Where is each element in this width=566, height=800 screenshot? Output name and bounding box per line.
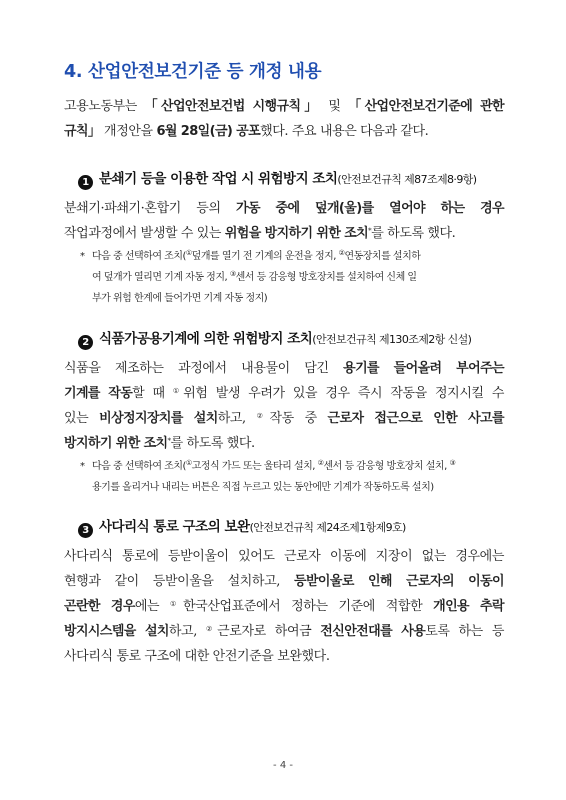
text-run: 다음 중 선택하여 조치(	[92, 461, 186, 472]
text-run: 용기를 올리거나 내리는 버튼은 직접 누르고 있는 동안에만 기계가 작동하도록 설치)	[92, 482, 434, 493]
text-run: ②	[317, 459, 324, 467]
text-run: 근로자로 하여금	[217, 624, 321, 639]
text-run: ②	[256, 412, 270, 420]
text-run: 곤란한 경우	[64, 599, 135, 614]
text-line	[64, 594, 504, 619]
circled-number-2-icon: 2	[78, 335, 93, 350]
text-run: 하고,	[217, 411, 257, 426]
text-run: 에는	[134, 599, 171, 614]
text-run: ①	[172, 387, 184, 395]
text-run: 한국산업표준에서 정하는 기준에 적합한	[183, 599, 434, 614]
text-run: 있는	[64, 411, 100, 426]
circled-number-1-icon: 1	[78, 175, 93, 190]
text-run: 했다. 주요 내용은 다음과 같다.	[260, 124, 429, 139]
page-number: - 4 -	[273, 760, 293, 771]
text-line	[64, 406, 504, 431]
text-run: 6월 28일(금) 공포	[156, 124, 261, 139]
text-run: ①	[185, 459, 192, 467]
text-run: 규칙」	[64, 124, 101, 139]
text-run: ②	[205, 625, 218, 633]
heading-3: 3 사다리식 통로 구조의 보완(안전보건규칙 제24조제1항제9호)	[78, 515, 406, 538]
text-line	[64, 94, 504, 119]
text-run: 센서 등 감응형 방호장치를 설치하여 신체 일	[235, 272, 417, 283]
text-run: 사다리식 통로에 등받이울이 있어도 근로자 이동에 지장이 없는 경우에는	[64, 549, 504, 564]
text-run: 기계를 작동	[64, 386, 133, 401]
text-run: 용기를 들어올려 부어주는	[343, 361, 504, 376]
text-run: 방지하기 위한 조치	[64, 436, 168, 451]
note-line	[80, 267, 506, 288]
text-run: 「산업안전보건법 시행규칙」	[144, 99, 321, 114]
text-line	[64, 431, 504, 456]
text-run: 가동 중에 덮개(울)를 열어야 하는 경우	[236, 201, 504, 216]
text-run: 개인용 추락	[433, 599, 504, 614]
text-run: 작동 중	[269, 411, 328, 426]
note-line	[80, 477, 506, 498]
text-line	[64, 544, 504, 569]
heading-1: 1 분쇄기 등을 이용한 작업 시 위험방지 조치(안전보건규칙 제87조제8·9항)	[78, 167, 476, 190]
text-line	[64, 196, 504, 221]
text-run: 덮개를 열기 전 기계의 운전을 정지,	[191, 251, 339, 262]
text-run: 하고,	[168, 624, 206, 639]
text-run: *	[368, 227, 372, 235]
text-run: *	[167, 437, 171, 445]
text-line	[64, 381, 504, 406]
text-run: 토록 하는 등	[425, 624, 505, 639]
text-run: 작업과정에서 발생할 수 있는	[64, 226, 225, 241]
section-1-body	[64, 196, 504, 246]
text-line	[64, 356, 504, 381]
text-run: 위험 발생 우려가 있을 경우 즉시 작동을 정지시킬 수	[183, 386, 504, 401]
heading-2: 2 식품가공용기계에 의한 위험방지 조치(안전보건규칙 제130조제2항 신설)	[78, 327, 471, 350]
text-run: 위험을 방지하기 위한 조치	[224, 226, 369, 241]
text-run: 근로자 접근으로 인한 사고를	[327, 411, 504, 426]
text-run: 개정안을	[100, 124, 157, 139]
text-run: ③	[229, 270, 236, 278]
note-line	[80, 456, 506, 477]
text-run: ①	[185, 249, 192, 257]
text-run: 를 하도록 했다.	[170, 436, 255, 451]
section-title: 4. 산업안전보건기준 등 개정 내용	[64, 62, 322, 82]
text-run: ①	[170, 600, 184, 608]
text-line	[64, 221, 504, 246]
text-run: 다음 중 선택하여 조치(	[92, 251, 186, 262]
text-run: ②	[338, 249, 345, 257]
asterisk-icon: *	[80, 461, 85, 472]
text-run: 비상정지장치를 설치	[99, 411, 218, 426]
intro-paragraph	[64, 94, 504, 144]
section-3-body	[64, 544, 504, 669]
section-2-note	[80, 456, 506, 498]
section-1-note	[80, 246, 506, 309]
text-run: 등받이울로 인해 근로자의 이동이	[293, 574, 504, 589]
text-run: 식품을 제조하는 과정에서 내용물이 담긴	[64, 361, 344, 376]
text-run: 방지시스템을 설치	[64, 624, 169, 639]
text-line	[64, 644, 504, 669]
text-run: 현행과 같이 등받이울을 설치하고,	[64, 574, 294, 589]
text-run: 센서 등 감응형 방호장치 설치,	[323, 461, 450, 472]
text-run: 할 때	[132, 386, 173, 401]
text-run: 고정식 가드 또는 울타리 설치,	[191, 461, 318, 472]
text-run: 및	[320, 99, 349, 114]
text-run: 전신안전대를 사용	[320, 624, 426, 639]
note-line	[80, 288, 506, 309]
asterisk-icon: *	[80, 251, 85, 262]
circled-number-3-icon: 3	[78, 523, 93, 538]
text-run: 사다리식 통로 구조에 대한 안전기준을 보완했다.	[64, 649, 330, 664]
text-line	[64, 619, 504, 644]
note-line	[80, 246, 506, 267]
text-line	[64, 569, 504, 594]
text-run: 「산업안전보건기준에 관한	[348, 99, 505, 114]
text-line	[64, 119, 504, 144]
text-run: 고용노동부는	[64, 99, 145, 114]
text-run: 여 덮개가 열리면 기계 자동 정지,	[92, 272, 230, 283]
text-run: 부가 위험 한계에 들어가면 기계 자동 정지)	[92, 293, 268, 304]
text-run: 분쇄기·파쇄기·혼합기 등의	[64, 201, 236, 216]
text-run: 연동장치를 설치하	[344, 251, 421, 262]
text-run: 를 하도록 했다.	[371, 226, 456, 241]
text-run: ③	[449, 459, 456, 467]
section-2-body	[64, 356, 504, 456]
